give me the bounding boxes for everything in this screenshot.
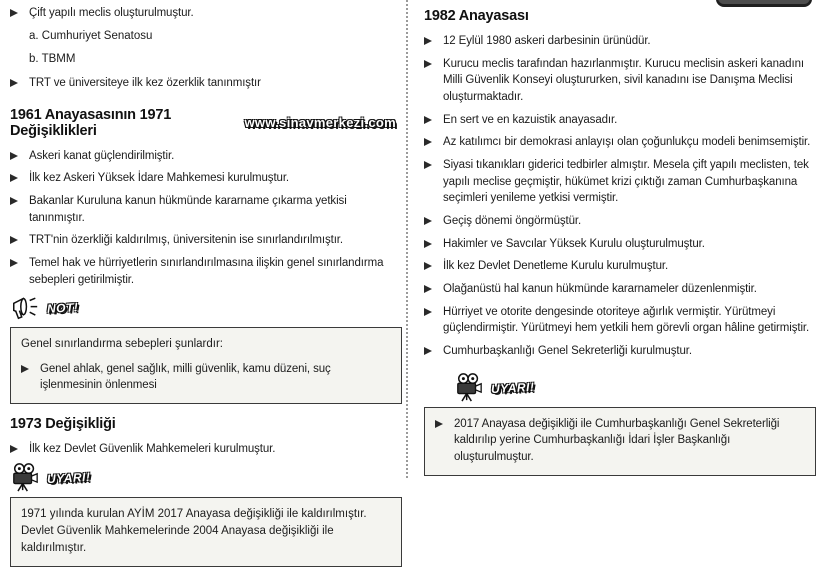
section-1971-list [10,148,402,289]
bullet-arrow-icon [424,116,432,124]
bullet-text: Siyasi tıkanıkları giderici tedbirler almıştır. Mesela çift yapılı meclisten, tek yapılı meclise geçmiştir, hükümet krizi çıktığı zaman Cumhurbaşkanına seçimleri yenileme yetkisi vermiştir. [443,159,809,205]
bullet-text: İlk kez Askeri Yüksek İdare Mahkemesi kurulmuştur. [29,172,290,185]
warning-text: 2017 Anayasa değişikliği ile Cumhurbaşkanlığı Genel Sekreterliği kaldırılıp yerine Cumhurbaşkanlığı İdari İşler Başkanlığı oluşturulmuştur. [454,417,780,464]
warning-label: UYARI! [490,379,535,396]
bullet-item [424,281,816,298]
intro-list [10,5,402,92]
bullet-arrow-icon [10,9,18,17]
bullet-item [10,193,402,226]
warning-marker [454,374,816,402]
note-marker [10,294,402,322]
bullet-item [424,213,816,230]
column-divider [406,0,408,478]
bullet-text: Genel ahlak, genel sağlık, milli güvenlik, kamu düzeni, suç işlenmesinin önlenmesi [40,362,331,392]
section-1982-list [424,33,816,360]
warning-text: 1971 yılında kurulan AYİM 2017 Anayasa değişikliği ile kaldırılmıştır. Devlet Güvenlik Mahkemelerinde 2004 Anayasa değişikliği ile kaldırılmıştır. [21,507,367,555]
bullet-text: Çift yapılı meclis oluşturulmuştur. [29,7,194,19]
bullet-arrow-icon [424,138,432,146]
bullet-item [10,232,402,249]
bullet-text: Geçiş dönemi öngörmüştür. [443,215,582,228]
warning-box [424,407,816,476]
bullet-item [424,112,816,129]
bullet-text: Cumhurbaşkanlığı Genel Sekreterliği kurulmuştur. [443,345,692,358]
bullet-arrow-icon [424,308,432,316]
bullet-item [424,56,816,106]
note-intro: Genel sınırlandırma sebepleri şunlardır: [21,338,223,351]
section-heading-1973: 1973 Değişikliği [10,415,116,432]
bullet-text: Askeri kanat güçlendirilmiştir. [29,149,175,162]
megaphone-icon [10,296,40,320]
bullet-item [10,170,402,187]
sub-list-item: a. Cumhuriyet Senatosu [29,29,153,42]
warning-box [10,497,402,567]
note-box [10,327,402,404]
bullet-text: İlk kez Devlet Denetleme Kurulu kurulmuştur. [443,260,669,273]
bullet-item [21,361,391,394]
bullet-text: Olağanüstü hal kanun hükmünde kararnameler düzenlenmiştir. [443,283,757,296]
bullet-item [424,258,816,275]
bullet-arrow-icon [10,445,18,453]
bullet-arrow-icon [21,365,29,373]
section-1973-list [10,441,402,458]
bullet-text: Hakimler ve Savcılar Yüksek Kurulu oluşturulmuştur. [443,237,705,250]
bullet-item [10,148,402,165]
bullet-item [10,255,402,288]
bullet-arrow-icon [424,60,432,68]
section-heading-1982: 1982 Anayasası [424,8,529,24]
section-heading-1961-1971: 1961 Anayasasının 1971 Değişiklikleri [10,106,172,139]
bullet-item [10,441,402,458]
bullet-arrow-icon [10,197,18,205]
bullet-arrow-icon [424,240,432,248]
bullet-arrow-icon [424,37,432,45]
bullet-text: İlk kez Devlet Güvenlik Mahkemeleri kurulmuştur. [29,442,276,455]
bullet-item [424,134,816,151]
bullet-text: Az katılımcı bir demokrasi anlayışı olan çoğunlukçu modeli benimsemiştir. [443,136,811,149]
sub-list-item: b. TBMM [29,53,76,66]
bullet-text: Temel hak ve hürriyetlerin sınırlandırılmasına ilişkin genel sınırlandırma sebepleri getirilmiştir. [29,257,384,286]
warning-label: UYARI! [46,469,91,486]
bullet-item [424,304,816,337]
bullet-arrow-icon [424,262,432,270]
bullet-arrow-icon [10,174,18,182]
bullet-arrow-icon [424,285,432,293]
bullet-arrow-icon [424,347,432,355]
bullet-item [424,33,816,50]
section-1971-heading-row [10,98,402,148]
bullet-item [424,343,816,360]
bullet-text: Bakanlar Kuruluna kanun hükmünde kararname çıkarma yetkisi tanınmıştır. [29,195,347,224]
bullet-item [10,75,402,92]
note-label: NOT! [46,300,79,317]
bullet-arrow-icon [10,236,18,244]
watermark: www.sinavmerkezi.com [244,115,396,131]
bullet-arrow-icon [10,259,18,267]
bullet-arrow-icon [435,420,443,428]
bullet-text: Kurucu meclis tarafından hazırlanmıştır. Kurucu meclisin askeri kanadını Milli Güvenlik Konseyi oluştururken, sivil kanadını ise Danışma Meclisi oluşturmaktadır. [443,57,804,104]
bullet-item [435,416,805,466]
bullet-text: TRT ve üniversiteye ilk kez özerklik tanınmıştır [29,77,261,90]
bullet-arrow-icon [10,79,18,87]
bullet-item [424,236,816,253]
bullet-item [424,157,816,207]
bullet-arrow-icon [10,152,18,160]
bullet-text: TRT'nin özerkliği kaldırılmış, üniversitenin ise sınırlandırılmıştır. [29,234,343,247]
bullet-arrow-icon [424,217,432,225]
bullet-text: En sert ve en kazuistik anayasadır. [443,113,618,126]
movie-camera-icon [454,373,484,402]
right-column [424,0,816,476]
left-column [10,0,402,567]
bullet-item [10,5,402,22]
bullet-text: Hürriyet ve otorite dengesinde otoriteye ağırlık vermiştir. Yürütmeyi güçlendirmiştir. Yürütmeyi hem yetkili hem görevli organ hâline getirmiştir. [443,305,810,335]
bullet-text: 12 Eylül 1980 askeri darbesinin ürünüdür. [443,35,651,47]
bullet-arrow-icon [424,161,432,169]
